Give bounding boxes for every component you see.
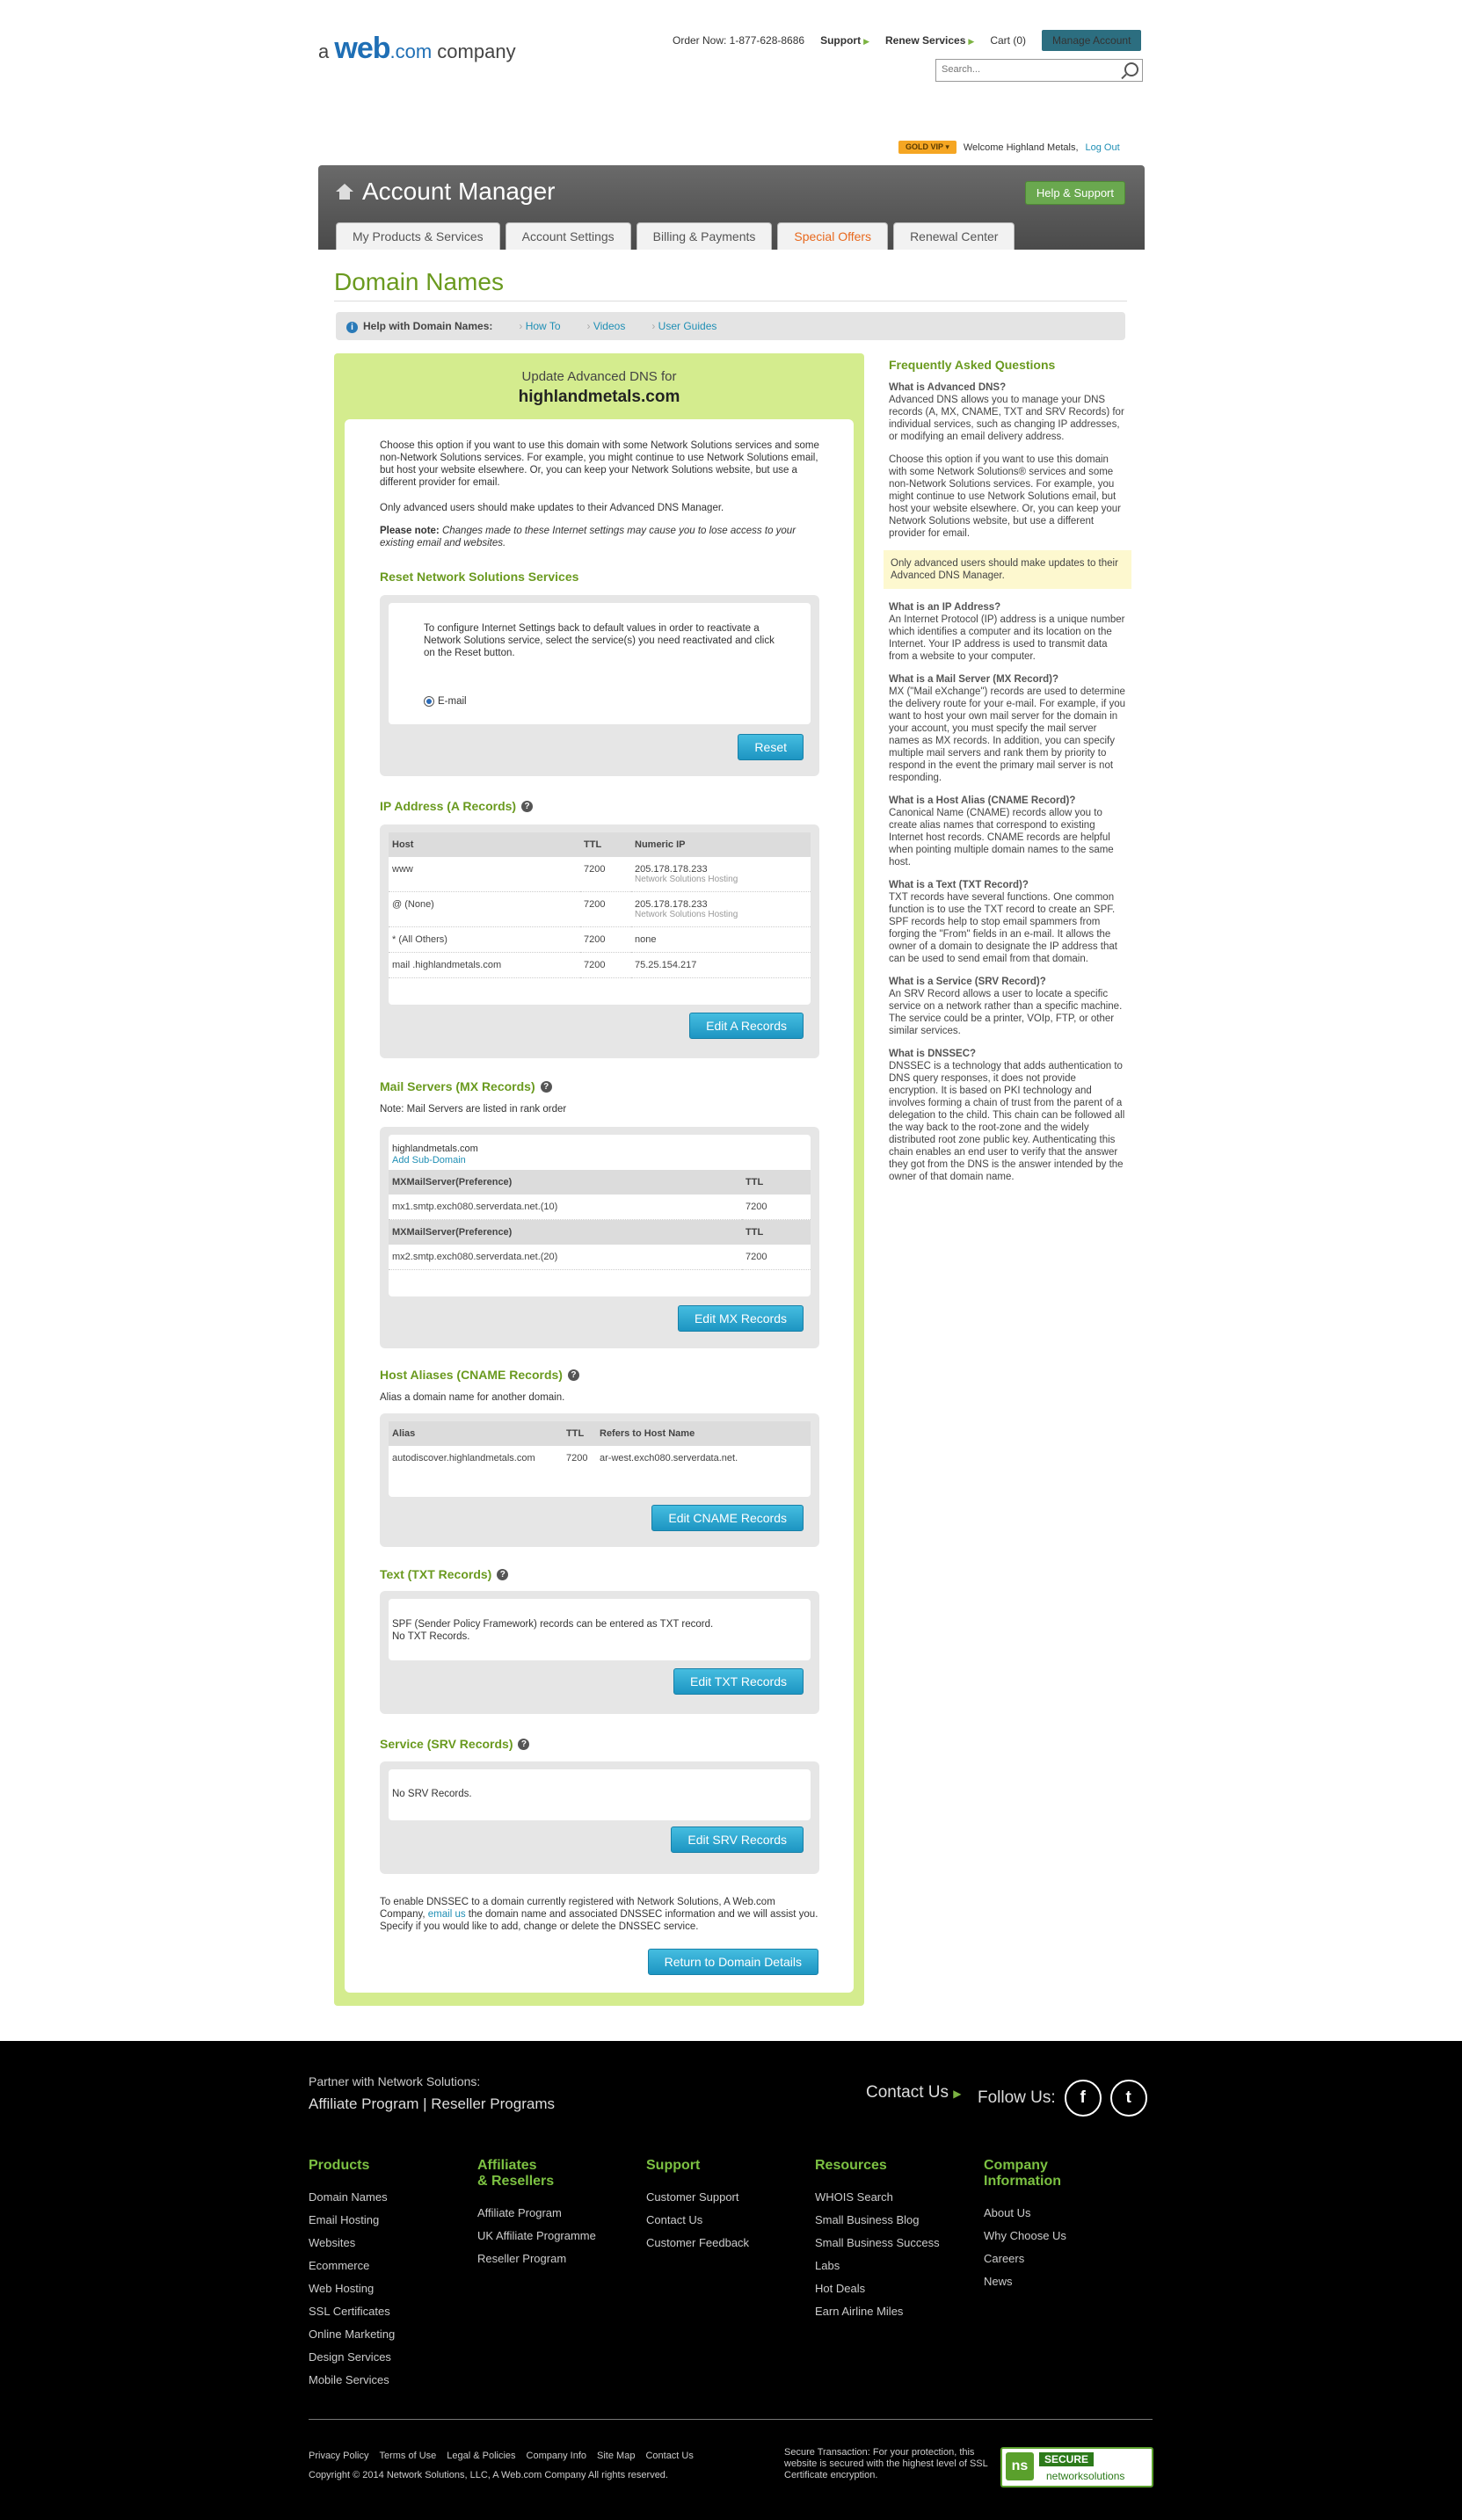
partner-label: Partner with Network Solutions: (309, 2074, 481, 2088)
column-header: TTL (742, 1220, 811, 1245)
footer-col-title: Products (309, 2158, 370, 2173)
ttl-cell: 7200 (580, 927, 631, 953)
table-row (389, 927, 811, 953)
seal-brand-label: networksolutions (1046, 2470, 1125, 2482)
column-header: TTL (580, 832, 631, 857)
faq-sidebar (889, 359, 1126, 1194)
footer-col-title: Affiliates & Resellers (477, 2158, 555, 2189)
dnssec-text-post: the domain name and associated DNSSEC information and we will assist you. Specify if you would like to add, change or delete the DNSSEC service. (380, 1909, 818, 1932)
contact-us-link[interactable] (866, 2083, 962, 2102)
legal-link[interactable]: Privacy Policy (309, 2451, 369, 2461)
ttl-cell: 7200 (742, 1245, 811, 1270)
page-title: Domain Names (334, 268, 504, 295)
panel-body (345, 419, 854, 1993)
host-cell: * (All Others) (389, 927, 580, 953)
ip-value: 205.178.178.233 (635, 864, 708, 875)
table-row (389, 953, 811, 978)
footer-link[interactable]: Labs (815, 2259, 840, 2272)
faq-question: What is a Host Alias (CNAME Record)? (889, 795, 1076, 806)
tab-billing-payments[interactable]: Billing & Payments (636, 222, 773, 250)
mx-records-box (380, 1127, 819, 1348)
a-records-table-wrap (389, 832, 811, 1005)
follow-us (978, 2080, 1147, 2117)
srv-records-title (380, 1737, 529, 1751)
srv-inner (389, 1769, 811, 1820)
cname-records-box (380, 1413, 819, 1547)
legal-link[interactable]: Terms of Use (379, 2451, 437, 2461)
edit-txt-records-button[interactable]: Edit TXT Records (673, 1668, 804, 1695)
faq-question: What is DNSSEC? (889, 1049, 977, 1059)
faq-item (889, 795, 1126, 868)
help-label-group (346, 320, 492, 333)
table-header-row (389, 1421, 811, 1446)
ip-cell: 75.25.154.217 (631, 953, 811, 978)
help-icon[interactable]: ? (541, 1081, 552, 1093)
txt-records-box (380, 1591, 819, 1714)
facebook-icon[interactable]: f (1065, 2080, 1102, 2117)
legal-link[interactable]: Site Map (597, 2451, 636, 2461)
info-icon: i (346, 322, 358, 333)
footer-link[interactable]: Affiliate Program (477, 2206, 562, 2219)
ip-note: Network Solutions Hosting (635, 875, 738, 884)
edit-a-records-button[interactable]: Edit A Records (689, 1013, 804, 1039)
panel-heading (334, 353, 864, 407)
reset-title-text: Reset Network Solutions Services (380, 570, 579, 584)
legal-link[interactable]: Contact Us (645, 2451, 694, 2461)
footer-link[interactable]: WHOIS Search (815, 2190, 893, 2204)
help-support-button[interactable]: Help & Support (1025, 181, 1125, 205)
search-box (935, 59, 1143, 82)
column-header: MXMailServer(Preference) (389, 1220, 742, 1245)
host-cell: mail .highlandmetals.com (389, 953, 580, 978)
srv-title-text: Service (SRV Records) (380, 1737, 513, 1751)
ttl-cell: 7200 (580, 953, 631, 978)
txt-title-text: Text (TXT Records) (380, 1567, 492, 1581)
panel-subtitle: Update Advanced DNS for (521, 369, 677, 384)
tab-products-services[interactable]: My Products & Services (336, 222, 500, 250)
footer-divider (309, 2419, 1153, 2420)
a-records-title-text: IP Address (A Records) (380, 799, 517, 813)
txt-line-1: SPF (Sender Policy Framework) records can be entered as TXT record. (392, 1619, 714, 1630)
legal-links (309, 2451, 694, 2461)
footer-col-title: Resources (815, 2158, 887, 2173)
mx-server-cell: mx1.smtp.exch080.serverdata.net.(10) (389, 1195, 742, 1220)
chevron-right-icon: ▶ (953, 2088, 962, 2100)
note-text: Changes made to these Internet settings may cause you to lose access to your existing email and websites. (380, 526, 796, 548)
email-radio[interactable] (424, 696, 434, 707)
host-cell: @ (None) (389, 892, 580, 927)
faq-item (889, 976, 1126, 1037)
alias-cell: autodiscover.highlandmetals.com (392, 1453, 535, 1463)
faq-item (889, 601, 1126, 663)
ttl-cell: 7200 (566, 1453, 588, 1463)
footer-link[interactable]: Customer Feedback (646, 2236, 750, 2249)
mx-records-table-wrap (389, 1135, 811, 1296)
help-link-how-to[interactable]: › How To (519, 320, 560, 332)
footer-link[interactable]: SSL Certificates (309, 2305, 390, 2318)
mx-domain-block (389, 1135, 811, 1170)
advanced-dns-panel (334, 353, 864, 2006)
home-icon[interactable] (336, 184, 353, 200)
ip-cell (631, 857, 811, 892)
footer-col-products (309, 2158, 395, 2392)
a-records-box (380, 824, 819, 1058)
logout-link[interactable]: Log Out (1085, 142, 1120, 153)
dnssec-info (380, 1896, 819, 1933)
help-bar (336, 312, 1125, 340)
brand-prefix: a (318, 40, 330, 62)
footer-link[interactable]: Email Hosting (309, 2213, 380, 2226)
add-sub-domain-link[interactable]: Add Sub-Domain (392, 1155, 466, 1166)
footer-col-title: Support (646, 2158, 701, 2173)
partner-links[interactable]: Affiliate Program | Reseller Programs (309, 2095, 555, 2112)
cname-table-wrap (389, 1421, 811, 1497)
cname-title-text: Host Aliases (CNAME Records) (380, 1368, 563, 1382)
order-phone: Order Now: 1-877-628-8686 (673, 34, 805, 47)
support-link[interactable] (820, 34, 869, 47)
column-header: Numeric IP (631, 832, 811, 857)
faq-paragraph: Choose this option if you want to use this domain with some Network Solutions® services and some non-Network Solutions services. For example, you might continue to use Network Solutions email, but host your website elsewhere. Or, you can keep your Network Solutions website, but use a different provider for email. (889, 454, 1122, 539)
email-option-label: E-mail (438, 696, 467, 707)
faq-question: What is a Service (SRV Record)? (889, 977, 1046, 987)
main-tabs (336, 222, 1015, 250)
faq-title: Frequently Asked Questions (889, 358, 1056, 372)
ttl-cell: 7200 (580, 857, 631, 892)
welcome-text: Welcome Highland Metals, (963, 142, 1079, 153)
tab-account-settings[interactable]: Account Settings (506, 222, 631, 250)
txt-records-title (380, 1567, 508, 1581)
txt-info (392, 1618, 713, 1643)
table-row (389, 1195, 811, 1220)
table-row (389, 1245, 811, 1270)
top-nav (673, 30, 1141, 51)
column-header: Host (389, 832, 580, 857)
renew-services-link[interactable] (885, 34, 974, 47)
ip-cell (631, 892, 811, 927)
footer-link[interactable]: Contact Us (646, 2213, 703, 2226)
faq-highlight-note: Only advanced users should make updates to their Advanced DNS Manager. (884, 550, 1131, 589)
footer-col-company (984, 2158, 1066, 2293)
help-icon[interactable]: ? (568, 1369, 579, 1381)
mx-server-cell: mx2.smtp.exch080.serverdata.net.(20) (389, 1245, 742, 1270)
column-header: MXMailServer(Preference) (389, 1170, 742, 1195)
chevron-right-icon: ▶ (863, 37, 870, 46)
faq-answer: MX ("Mail eXchange") records are used to determine the delivery route for your e-mail. For example, if you want to host your own mail server for the domain in your account, you must specify the mail server names as MX records. In addition, you can specify multiple mail servers and rank them by priority to respond in the event the primary mail server is not responding. (889, 686, 1126, 783)
brand-web: web (334, 32, 390, 65)
search-input[interactable] (936, 60, 1123, 79)
ns-logo-icon: ns (1006, 2452, 1034, 2480)
reset-box (380, 595, 819, 776)
faq-answer: An SRV Record allows a user to locate a specific service on a network rather than a specific machine. The service could be a printer, VOIp, FTP, or other similar services. (889, 989, 1123, 1036)
vip-label: GOLD VIP (906, 142, 943, 151)
manage-account-button[interactable]: Manage Account (1042, 30, 1141, 51)
ttl-cell: 7200 (742, 1195, 811, 1220)
follow-label: Follow Us: (978, 2088, 1056, 2107)
faq-item (889, 381, 1126, 443)
table-header-row (389, 832, 811, 857)
faq-question: What is Advanced DNS? (889, 382, 1007, 393)
footer-link[interactable]: Careers (984, 2252, 1025, 2265)
dnssec-text-pre: To enable DNSSEC to a domain currently registered with Network Solutions, A Web.com Company, (380, 1897, 775, 1920)
chevron-right-icon: ▶ (968, 37, 975, 46)
footer-link[interactable]: Hot Deals (815, 2282, 866, 2295)
return-to-domain-details-button[interactable]: Return to Domain Details (648, 1949, 818, 1975)
brand-logo[interactable] (318, 32, 516, 66)
footer-link[interactable]: Web Hosting (309, 2282, 375, 2295)
column-header: Alias (389, 1421, 563, 1446)
help-icon[interactable]: ? (521, 801, 533, 812)
mx-title-text: Mail Servers (MX Records) (380, 1079, 535, 1093)
please-note (380, 525, 819, 549)
help-link-user-guides[interactable]: › User Guides (651, 320, 716, 332)
faq-answer: DNSSEC is a technology that adds authentication to DNS query responses, it does not provide encryption. It is based on PKI technology and involves forming a chain of trust from the parent of a delegation to the child. This chain can be followed all the way back to the root-zone and the widely distributed root zone public key. Authenticating this chain enables an end user to verify that the answer they got from the DNS is the answer intended by the owner of that domain name. (889, 1061, 1125, 1182)
brand-suffix: company (432, 40, 516, 62)
brand-dotcom: .com (389, 40, 433, 62)
column-header: TTL (563, 1421, 596, 1446)
mx-records-table (389, 1170, 811, 1270)
faq-question: What is a Mail Server (MX Record)? (889, 674, 1058, 685)
footer-link[interactable]: Small Business Success (815, 2236, 940, 2249)
ttl-cell: 7200 (580, 892, 631, 927)
account-manager-label: Account Manager (362, 178, 556, 205)
footer-link[interactable]: Websites (309, 2236, 356, 2249)
a-records-title (380, 799, 533, 813)
faq-item (889, 1048, 1126, 1183)
footer-col-affiliates (477, 2158, 596, 2270)
ip-note: Network Solutions Hosting (635, 910, 738, 919)
account-manager-title (336, 178, 555, 206)
cart-link[interactable]: Cart (0) (990, 34, 1026, 47)
help-link-videos[interactable]: › Videos (587, 320, 626, 332)
edit-srv-records-button[interactable]: Edit SRV Records (671, 1826, 804, 1853)
reset-section-title (380, 570, 578, 584)
tab-renewal-center[interactable]: Renewal Center (893, 222, 1015, 250)
column-header: Refers to Host Name (596, 1421, 811, 1446)
help-icon[interactable]: ? (518, 1739, 529, 1750)
txt-line-2: No TXT Records. (392, 1631, 470, 1642)
footer-col-support (646, 2158, 749, 2255)
copyright: Copyright © 2014 Network Solutions, LLC, A Web.com Company All rights reserved. (309, 2470, 668, 2480)
footer-link[interactable]: News (984, 2275, 1013, 2288)
srv-records-box (380, 1761, 819, 1874)
edit-cname-records-button[interactable]: Edit CNAME Records (651, 1505, 804, 1531)
faq-question: What is an IP Address? (889, 602, 1001, 613)
reset-button[interactable]: Reset (738, 734, 804, 760)
seal-secure-label: SECURE (1039, 2452, 1094, 2466)
table-row (389, 857, 811, 892)
footer-col-title: Company Information (984, 2158, 1061, 2189)
footer-link[interactable]: Ecommerce (309, 2259, 370, 2272)
note-label: Please note: (380, 526, 440, 536)
table-row (389, 1446, 811, 1471)
host-cell: www (389, 857, 580, 892)
footer-link[interactable]: Reseller Program (477, 2252, 567, 2265)
contact-us-label: Contact Us (866, 2083, 949, 2102)
faq-item (889, 673, 1126, 784)
table-row (389, 892, 811, 927)
footer-link[interactable]: Customer Support (646, 2190, 739, 2204)
email-option[interactable] (424, 696, 467, 707)
site-footer (0, 2041, 1462, 2520)
advanced-warning: Only advanced users should make updates to their Advanced DNS Manager. (380, 503, 724, 513)
ip-value: 205.178.178.233 (635, 899, 708, 910)
srv-info: No SRV Records. (392, 1789, 472, 1799)
tab-special-offers[interactable]: Special Offers (777, 222, 888, 250)
ref-cell: ar-west.exch080.serverdata.net. (600, 1453, 738, 1463)
faq-item (889, 879, 1126, 965)
footer-link[interactable]: Mobile Services (309, 2373, 389, 2386)
cname-records-title (380, 1368, 579, 1382)
cname-records-table (389, 1421, 811, 1471)
account-manager-header (318, 165, 1145, 250)
footer-link[interactable]: Domain Names (309, 2190, 388, 2204)
footer-link[interactable]: Small Business Blog (815, 2213, 920, 2226)
faq-answer: Advanced DNS allows you to manage your DNS records (A, MX, CNAME, TXT and SRV Records) for individual services, such as changing IP addresses, or modifying an email delivery address. (889, 395, 1124, 442)
footer-link[interactable]: Online Marketing (309, 2328, 396, 2341)
txt-inner (389, 1599, 811, 1660)
edit-mx-records-button[interactable]: Edit MX Records (678, 1305, 804, 1332)
reset-instructions: To configure Internet Settings back to default values in order to reactivate a Network Solutions service, select the service(s) you need reactivated and click on the Reset button. (424, 623, 775, 658)
footer-link[interactable]: Why Choose Us (984, 2229, 1066, 2242)
renew-label: Renew Services (885, 34, 966, 47)
faq-answer: An Internet Protocol (IP) address is a unique number which identifies a computer and its location on the Internet. Your IP address is used to transmit data from a website to your computer. (889, 614, 1125, 662)
faq-question: What is a Text (TXT Record)? (889, 880, 1029, 890)
footer-link[interactable]: About Us (984, 2206, 1031, 2219)
twitter-icon[interactable]: t (1110, 2080, 1147, 2117)
search-icon[interactable] (1124, 62, 1138, 76)
legal-link[interactable]: Company Info (526, 2451, 587, 2461)
intro-text: Choose this option if you want to use this domain with some Network Solutions services and some non-Network Solutions services. For example, you might continue to use Network Solutions email, but host your website elsewhere. Or, you can keep your Network Solutions website, but use a different provider for email. (380, 440, 819, 488)
footer-link[interactable]: UK Affiliate Programme (477, 2229, 596, 2242)
mx-records-title (380, 1079, 552, 1093)
mx-domain: highlandmetals.com (392, 1144, 478, 1154)
mx-rank-note: Note: Mail Servers are listed in rank order (380, 1104, 567, 1115)
gold-vip-badge[interactable]: GOLD VIP ▾ (898, 141, 956, 154)
cname-description: Alias a domain name for another domain. (380, 1392, 565, 1403)
table-header-row (389, 1220, 811, 1245)
secure-transaction-text: Secure Transaction: For your protection, this website is secured with the highest level of SSL Certificate encryption. (784, 2447, 988, 2480)
faq-answer: TXT records have several functions. One common function is to use the TXT record to create an SPF. SPF records help to stop email spammers from forging the "From" fields in an e-mail. It allows the owner of a domain to designate the IP address that can be used to send email from that domain. (889, 892, 1117, 964)
faq-answer: Canonical Name (CNAME) records allow you to create alias names that correspond to existing Internet host records. CNAME records are helpful when pointing multiple domain names to the same host. (889, 808, 1114, 868)
footer-link[interactable]: Design Services (309, 2350, 391, 2364)
reset-inner (389, 603, 811, 724)
email-us-link[interactable]: email us (427, 1909, 466, 1920)
panel-domain: highlandmetals.com (518, 388, 680, 406)
support-label: Support (820, 34, 862, 47)
table-header-row (389, 1170, 811, 1195)
secure-seal-logo[interactable] (1000, 2447, 1153, 2487)
footer-col-resources (815, 2158, 940, 2323)
help-label: Help with Domain Names: (363, 319, 493, 332)
a-records-table (389, 832, 811, 978)
footer-link[interactable]: Earn Airline Miles (815, 2305, 904, 2318)
welcome-bar (898, 141, 1120, 154)
help-icon[interactable]: ? (497, 1569, 508, 1580)
ip-cell: none (631, 927, 811, 953)
column-header: TTL (742, 1170, 811, 1195)
legal-link[interactable]: Legal & Policies (447, 2451, 516, 2461)
